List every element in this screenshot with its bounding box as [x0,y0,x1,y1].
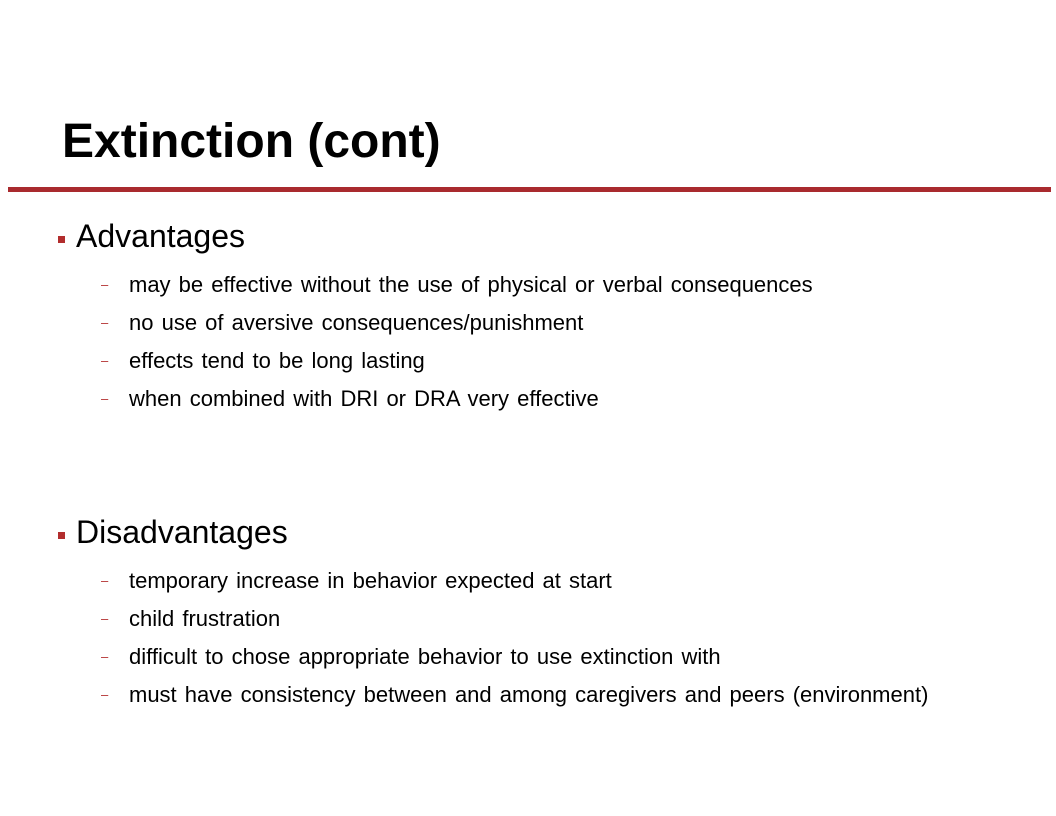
list-item [58,676,1008,714]
advantages-list [58,266,1008,418]
list-item [58,380,1008,418]
dash-bullet-icon: – [101,611,109,626]
disadvantages-section [58,512,1008,714]
dash-bullet-icon: – [101,353,109,368]
advantages-section [58,216,1008,418]
disadvantages-list [58,562,1008,714]
dash-bullet-icon: – [101,315,109,330]
dash-bullet-icon: – [101,391,109,406]
list-item-text: effects tend to be long lasting [129,348,425,373]
list-item [58,562,1008,600]
advantages-heading [58,216,1008,258]
dash-bullet-icon: – [101,687,109,702]
list-item [58,304,1008,342]
title-divider [8,187,1051,192]
slide-title: Extinction (cont) [62,115,441,168]
dash-bullet-icon: – [101,277,109,292]
advantages-heading-text: Advantages [76,218,246,254]
list-item-text: must have consistency between and among caregivers and peers (environment) [129,682,929,707]
list-item [58,342,1008,380]
list-item-text: child frustration [129,606,281,631]
list-item [58,638,1008,676]
list-item-text: may be effective without the use of physical or verbal consequences [129,272,813,297]
list-item-text: when combined with DRI or DRA very effective [129,386,599,411]
dash-bullet-icon: – [101,573,109,588]
disadvantages-heading-text: Disadvantages [76,514,288,550]
list-item [58,266,1008,304]
disadvantages-heading [58,512,1008,554]
list-item-text: temporary increase in behavior expected at start [129,568,612,593]
square-bullet-icon [58,236,65,243]
list-item [58,600,1008,638]
square-bullet-icon [58,532,65,539]
dash-bullet-icon: – [101,649,109,664]
list-item-text: no use of aversive consequences/punishment [129,310,584,335]
list-item-text: difficult to chose appropriate behavior to use extinction with [129,644,721,669]
